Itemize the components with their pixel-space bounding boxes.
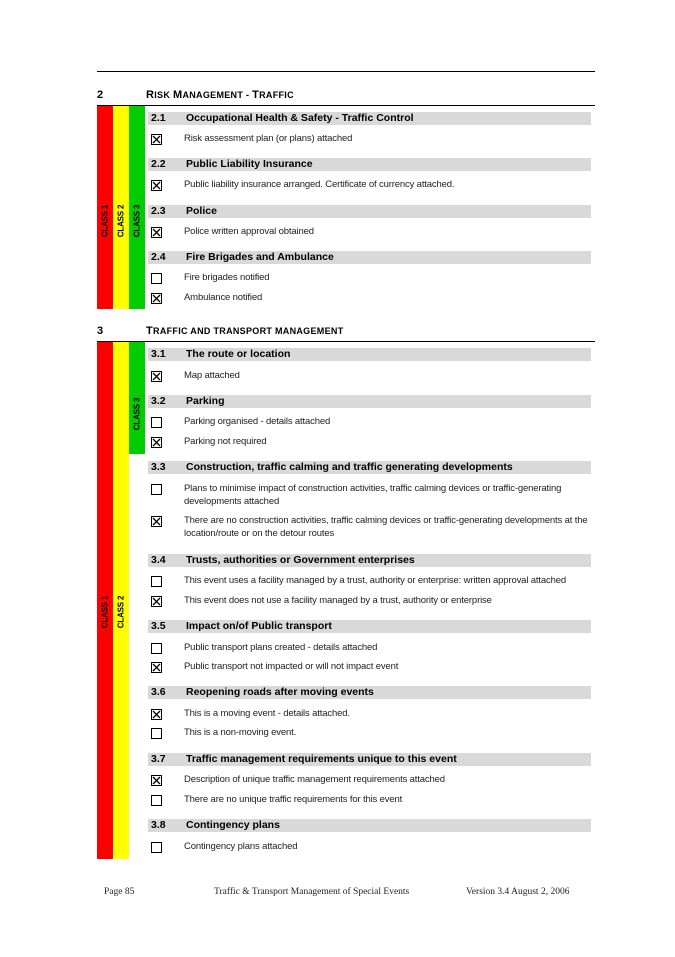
subsection-number: 2.2: [151, 158, 166, 170]
checklist-item-text: Public liability insurance arranged. Certificate of currency attached.: [184, 179, 455, 190]
section-2-class-2-bar: [113, 106, 129, 309]
checkbox-checked[interactable]: [151, 134, 162, 145]
checkbox-checked[interactable]: [151, 596, 162, 607]
section-2-class-2-label: CLASS 2: [116, 204, 126, 238]
checklist-item-text: This is a non-moving event.: [184, 727, 297, 738]
section-3-number: 3: [97, 325, 104, 337]
checklist-item-text: There are no unique traffic requirements for this event: [184, 794, 403, 805]
checkbox-checked[interactable]: [151, 662, 162, 673]
subsection-number: 3.4: [151, 554, 166, 566]
checklist-item-text: Ambulance notified: [184, 292, 263, 303]
section-3-class-1-label: CLASS 1: [100, 595, 110, 629]
section-2-rule: [97, 105, 595, 106]
checkbox-checked[interactable]: [151, 516, 162, 527]
checkbox-checked[interactable]: [151, 709, 162, 720]
subsection-title: Occupational Health & Safety - Traffic Control: [186, 112, 414, 124]
subsection-number: 3.7: [151, 753, 166, 765]
checklist-item-text: This event does not use a facility managed by a trust, authority or enterprise: [184, 595, 492, 606]
section-2-class-1-label: CLASS 1: [100, 204, 110, 238]
subsection-number: 3.2: [151, 395, 166, 407]
checkbox-unchecked[interactable]: [151, 417, 162, 428]
checkbox-unchecked[interactable]: [151, 273, 162, 284]
subsection-number: 2.4: [151, 251, 166, 263]
checkbox-checked[interactable]: [151, 437, 162, 448]
checklist-item-text: Public transport not impacted or will not impact event: [184, 661, 399, 672]
section-3-class-3-label: CLASS 3: [132, 397, 142, 431]
subsection-title: Impact on/of Public transport: [186, 620, 332, 632]
section-3-class-2-label: CLASS 2: [116, 595, 126, 629]
section-3-class-3-bar: [129, 342, 145, 454]
section-2-class-1-bar: [97, 106, 113, 309]
checkbox-checked[interactable]: [151, 180, 162, 191]
checklist-item-text: Contingency plans attached: [184, 841, 298, 852]
checkbox-unchecked[interactable]: [151, 795, 162, 806]
section-2-title: RISK MANAGEMENT - TRAFFIC: [146, 89, 294, 101]
checkbox-checked[interactable]: [151, 293, 162, 304]
subsection-title: Construction, traffic calming and traffic generating developments: [186, 461, 513, 473]
subsection-number: 2.3: [151, 205, 166, 217]
checklist-item-text: Public transport plans created - details attached: [184, 642, 378, 653]
checklist-item-text: This event uses a facility managed by a trust, authority or enterprise: written approval attached: [184, 575, 567, 586]
checkbox-unchecked[interactable]: [151, 842, 162, 853]
footer-page-number: Page 85: [104, 887, 135, 897]
subsection-number: 2.1: [151, 112, 166, 124]
section-2-class-3-label: CLASS 3: [132, 204, 142, 238]
checklist-item-text: Fire brigades notified: [184, 272, 270, 283]
subsection-title: Reopening roads after moving events: [186, 686, 374, 698]
subsection-title: Public Liability Insurance: [186, 158, 313, 170]
section-2-number: 2: [97, 89, 104, 101]
checkbox-checked[interactable]: [151, 227, 162, 238]
subsection-number: 3.6: [151, 686, 166, 698]
checklist-item-text: Parking organised - details attached: [184, 416, 331, 427]
checkbox-checked[interactable]: [151, 371, 162, 382]
subsection-title: Parking: [186, 395, 225, 407]
checklist-item-text: Parking not required: [184, 436, 267, 447]
section-2-class-3-bar: [129, 106, 145, 309]
checkbox-unchecked[interactable]: [151, 728, 162, 739]
checklist-item-text: Map attached: [184, 370, 240, 381]
section-3-class-2-bar: [113, 342, 129, 859]
section-3-rule: [97, 341, 595, 342]
checkbox-unchecked[interactable]: [151, 484, 162, 495]
subsection-number: 3.1: [151, 348, 166, 360]
checkbox-unchecked[interactable]: [151, 576, 162, 587]
footer-document-title: Traffic & Transport Management of Special Events: [214, 887, 410, 897]
top-rule: [97, 71, 595, 72]
subsection-title: Contingency plans: [186, 819, 280, 831]
subsection-title: Police: [186, 205, 217, 217]
checklist-item-text: Plans to minimise impact of construction activities, traffic calming devices or traffic-generating developments attached: [184, 483, 562, 507]
subsection-title: Fire Brigades and Ambulance: [186, 251, 334, 263]
footer-version: Version 3.4 August 2, 2006: [466, 887, 570, 897]
checklist-item-text: Risk assessment plan (or plans) attached: [184, 133, 353, 144]
subsection-number: 3.3: [151, 461, 166, 473]
subsection-number: 3.5: [151, 620, 166, 632]
section-3-title: TRAFFIC AND TRANSPORT MANAGEMENT: [146, 325, 344, 337]
subsection-number: 3.8: [151, 819, 166, 831]
subsection-title: The route or location: [186, 348, 291, 360]
checkbox-unchecked[interactable]: [151, 643, 162, 654]
checklist-item-text: This is a moving event - details attached.: [184, 708, 350, 719]
subsection-title: Traffic management requirements unique to this event: [186, 753, 457, 765]
checkbox-checked[interactable]: [151, 775, 162, 786]
checklist-item-text: There are no construction activities, traffic calming devices or traffic-generating developments at the location/route or on the detour routes: [184, 515, 588, 539]
subsection-title: Trusts, authorities or Government enterprises: [186, 554, 415, 566]
checklist-item-text: Description of unique traffic management requirements attached: [184, 774, 445, 785]
checklist-item-text: Police written approval obtained: [184, 226, 314, 237]
section-3-class-1-bar: [97, 342, 113, 859]
